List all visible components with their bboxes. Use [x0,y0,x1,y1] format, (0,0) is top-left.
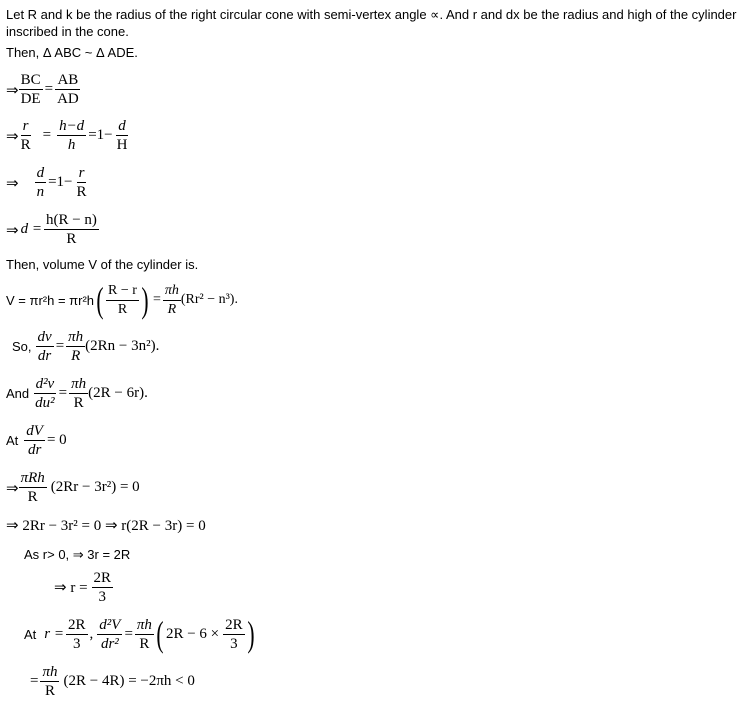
numerator: πh [163,283,181,301]
r-equals: r = [44,625,65,642]
one-minus: =1− [48,174,73,190]
fraction-pi-h-R [69,376,88,411]
equals-sign: = [42,127,52,143]
fraction-d2v-du2 [33,376,57,411]
numerator: AB [57,72,79,88]
derivative-tail: (2Rn − 3n²). [85,338,160,354]
fraction-2R-3 [223,617,245,652]
denominator: R [139,635,150,652]
r-solution [54,570,113,605]
volume-equation [6,282,238,318]
denominator: 3 [98,589,107,605]
factored-equation: ⇒ 2Rr − 3r² = 0 ⇒ r(2R − 3r) = 0 [6,518,206,534]
fraction-pi-h-R [135,617,154,652]
d-equals: d = [20,221,42,237]
numerator: πRh [20,470,45,486]
one-minus: =1− [88,127,113,143]
fraction-dv-dr [36,329,54,364]
implies-symbol: ⇒ [6,173,19,192]
numerator: h−d [59,118,85,134]
numerator: dv [37,329,52,345]
left-paren: ( [156,614,164,654]
final-result [30,664,195,699]
fraction-pi-h-R [163,283,181,318]
critical-condition [6,423,67,458]
at-label: At [24,626,37,642]
denominator: R [73,395,84,411]
so-label: So, [12,339,32,354]
inner-expression: 2R − 6 × [165,625,220,642]
fraction-r-R [19,118,33,153]
numerator: πh [136,616,152,633]
denominator: R [76,184,87,200]
fraction-2R-3 [66,617,88,652]
fraction-dV-dr [24,423,45,458]
denominator: R [71,348,81,364]
numerator: d [118,118,126,134]
numerator: d [36,165,45,181]
ratio-equation-3 [6,165,89,200]
at-label: At [6,433,19,448]
implies-symbol: ⇒ [6,478,19,497]
numerator: r [22,118,29,134]
denominator: R [44,683,55,699]
fraction-pi-h-R [40,664,59,699]
fraction-d-H [115,118,130,153]
fraction-h-R-minus-n [44,212,99,247]
fraction-r-R [75,165,89,200]
numerator: πh [42,664,58,680]
intro-line-2: inscribed in the cone. [6,24,129,39]
volume-intro: Then, volume V of the cylinder is. [6,257,199,272]
equals-sign: = [58,385,68,401]
denominator: dr [27,442,42,458]
fraction-pi-h-R [66,329,85,364]
denominator: h [67,137,76,153]
right-paren: ) [141,280,149,320]
equals-zero: = 0 [46,432,67,448]
numerator: BC [20,72,41,88]
ratio-equation-2 [6,118,129,153]
numerator: πh [71,376,87,392]
implies-symbol: ⇒ [6,126,19,145]
volume-tail: (Rr² − n³). [180,292,238,307]
and-label: And [6,386,30,401]
d-expression [6,212,99,247]
second-derivative-test: At r = $\frac{2R}{3}$ , $\frac{\text{d²V}}{\text{dr²}}$ = $\frac{\pi h}{R}$ ( 2R − 6 × $\frac{2R}{3}$ ) [24,614,255,654]
critical-equation [6,470,140,505]
equals-sign: = [152,292,161,307]
denominator: n [36,184,45,200]
fraction-pi-R-h [19,470,47,505]
denominator: R [20,137,31,153]
denominator: R [117,301,128,317]
denominator: du² [35,395,55,411]
denominator: 3 [73,635,81,652]
second-derivative [6,376,148,411]
numerator: 2R [68,616,86,633]
denominator: dr² [100,635,119,652]
numerator: d²V [99,616,121,633]
fraction-d-n [35,165,47,200]
equals-sign: = [124,625,133,642]
fraction-ab-ad [55,72,81,107]
numerator: πh [68,329,84,345]
implies-symbol: ⇒ [6,220,19,239]
critical-equation-tail: (2Rr − 3r²) = 0 [50,479,140,495]
final-tail: (2R − 4R) = −2πh < 0 [63,673,195,689]
intro-line-1: Let R and k be the radius of the right circular cone with semi-vertex angle ∝. And r and dx be the radius and high of the cylinder [6,7,737,22]
numerator: R − r [106,283,139,301]
similar-triangles-line: Then, Δ ABC ~ Δ ADE. [6,45,138,60]
numerator: 2R [93,570,112,586]
denominator: H [116,137,128,153]
numerator: 2R [225,616,243,633]
left-paren: ( [96,280,104,320]
equals-sign: = [44,81,54,97]
denominator: DE [20,91,41,107]
numerator: d²v [35,376,55,392]
numerator: h(R − n) [45,212,97,228]
denominator: R [27,489,38,505]
first-derivative [12,329,159,364]
numerator: r [78,165,85,181]
fraction-R-minus-r [106,283,139,318]
denominator: R [66,231,77,247]
positivity-line: As r> 0, ⇒ 3r = 2R [24,547,131,562]
second-derivative-tail: (2R − 6r). [88,385,148,401]
fraction-2R-3 [92,570,114,605]
denominator: R [167,301,177,317]
denominator: 3 [230,635,238,652]
denominator: dr [37,348,52,364]
r-equals: ⇒ r = [54,580,88,596]
denominator: AD [57,91,79,107]
right-paren: ) [247,614,255,654]
volume-lhs: V = πr²h = πr²h [6,292,95,308]
ratio-equation-1 [6,72,81,107]
numerator: dV [26,423,43,439]
equals-sign: = [55,338,65,354]
fraction-h-minus-d [57,118,86,153]
fraction-bc-de [19,72,43,107]
implies-symbol: ⇒ [6,80,19,99]
equals-sign: = [30,673,39,689]
fraction-d2V-dr2 [97,617,122,652]
